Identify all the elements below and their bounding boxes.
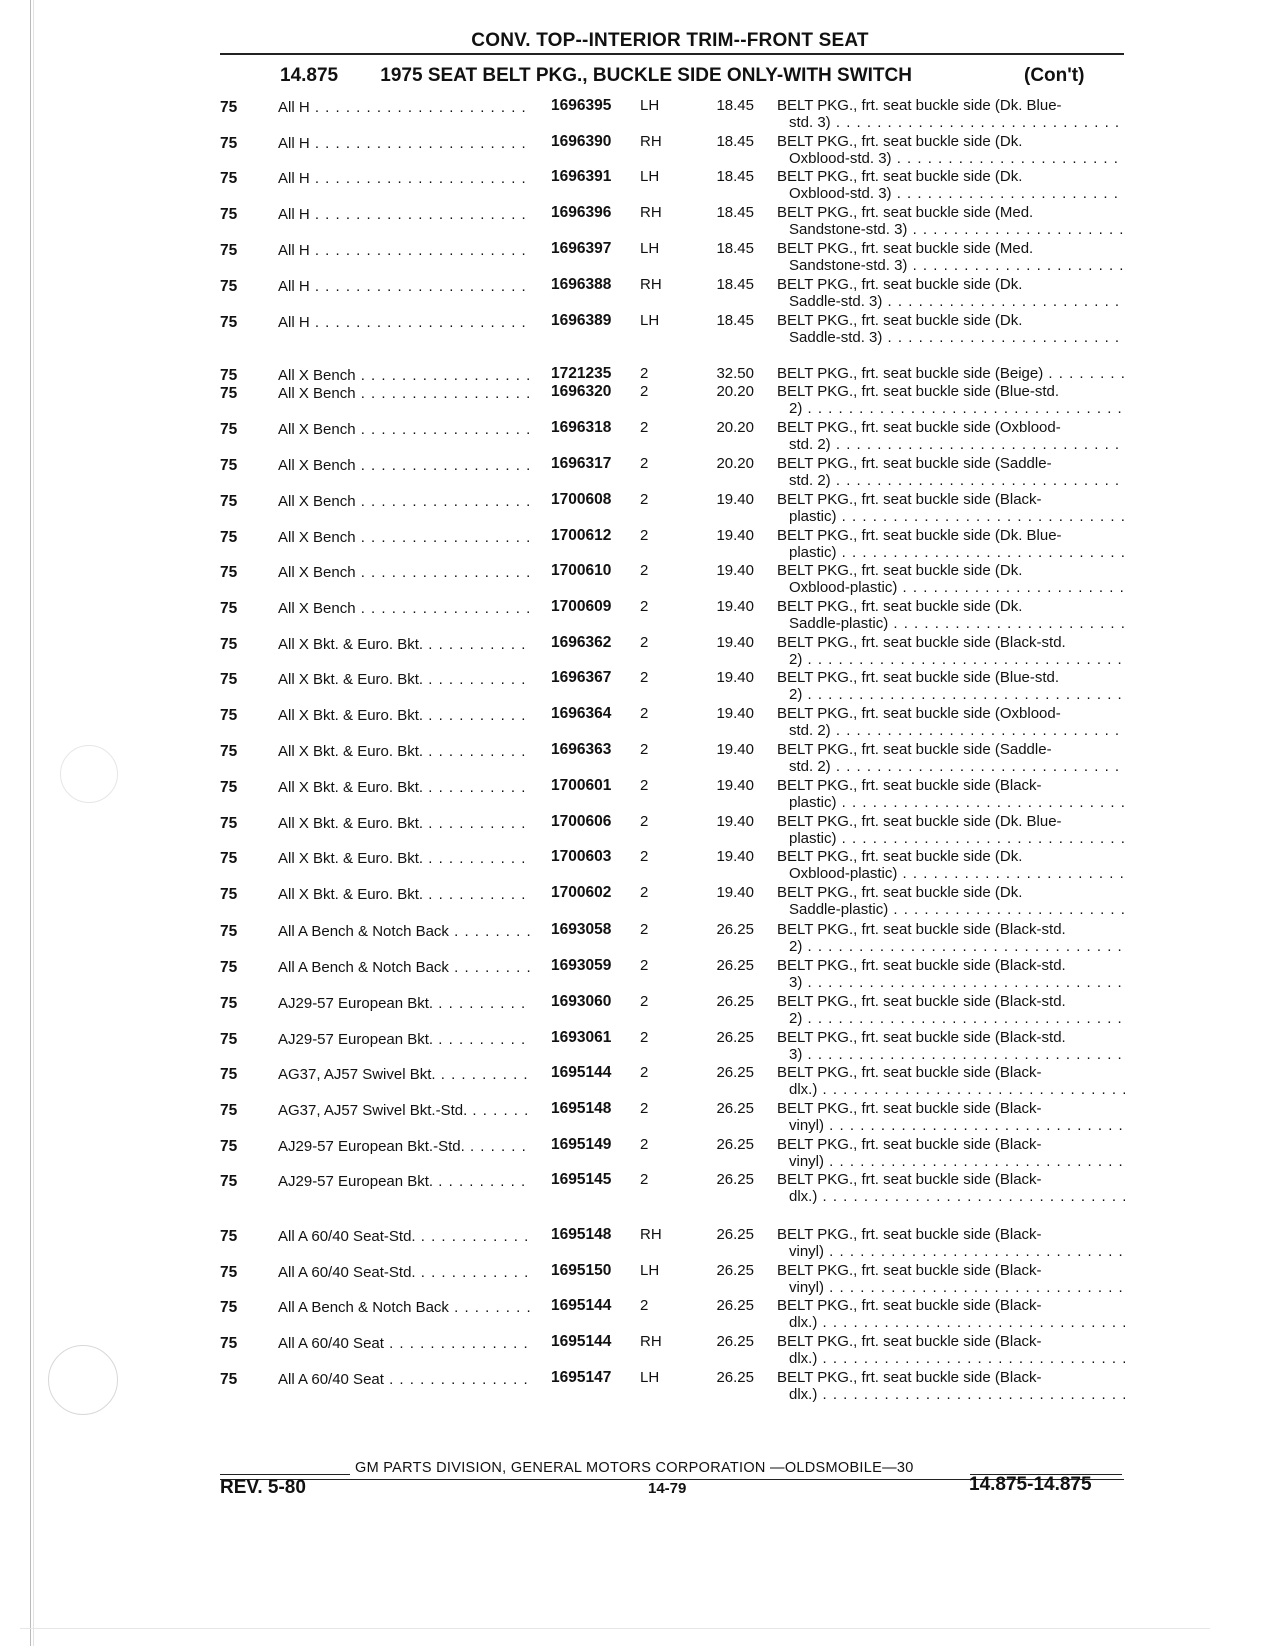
- model-year: 75: [220, 529, 238, 546]
- model-year: 75: [220, 1299, 238, 1316]
- description-line: BELT PKG., frt. seat buckle side (Black-: [777, 1297, 1042, 1314]
- model-year: 75: [220, 385, 238, 402]
- description-line: BELT PKG., frt. seat buckle side (Dk. Blue-: [777, 813, 1062, 830]
- description-continuation: 2) . . .: [777, 400, 1125, 417]
- quantity: RH: [640, 204, 662, 221]
- part-description: [777, 884, 1125, 918]
- description-line: BELT PKG., frt. seat buckle side (Black-: [777, 1333, 1042, 1350]
- description-continuation: 3) . . .: [777, 974, 1125, 991]
- model-year: 75: [220, 457, 238, 474]
- description-line: BELT PKG., frt. seat buckle side (Blue-std.: [777, 669, 1060, 686]
- quantity: RH: [640, 276, 662, 293]
- model-year: 75: [220, 314, 238, 331]
- part-number: 1693060: [551, 993, 612, 1010]
- quantity: 2: [640, 383, 649, 400]
- description-continuation: Oxblood-plastic) . . .: [777, 579, 1125, 596]
- quantity: 2: [640, 419, 649, 436]
- part-number: 1696320: [551, 383, 612, 400]
- model-application: All X Bkt. & Euro. Bkt. . . .: [278, 886, 532, 903]
- part-description: [777, 1064, 1125, 1098]
- price: 32.50: [716, 365, 754, 382]
- model-application: All X Bkt. & Euro. Bkt. . . .: [278, 707, 532, 724]
- part-description: [777, 777, 1125, 811]
- part-number: 1695149: [551, 1136, 612, 1153]
- model-year: 75: [220, 779, 238, 796]
- price: 19.40: [716, 848, 754, 865]
- description-continuation: std. 3) . . .: [777, 114, 1125, 131]
- model-application: All A Bench & Notch Back . . .: [278, 959, 532, 976]
- part-number: 1695144: [551, 1297, 612, 1314]
- part-description: [777, 1136, 1125, 1170]
- price: 19.40: [716, 813, 754, 830]
- model-application: All X Bench . . .: [278, 367, 532, 384]
- quantity: 2: [640, 1064, 649, 1081]
- model-year: 75: [220, 278, 238, 295]
- description-continuation: Oxblood-std. 3) . . .: [777, 185, 1125, 202]
- part-number: 1695148: [551, 1100, 612, 1117]
- model-year: 75: [220, 636, 238, 653]
- price: 18.45: [716, 168, 754, 185]
- description-line: BELT PKG., frt. seat buckle side (Med.: [777, 204, 1034, 221]
- quantity: LH: [640, 312, 660, 329]
- price: 19.40: [716, 705, 754, 722]
- model-year: 75: [220, 923, 238, 940]
- part-number: 1695144: [551, 1333, 612, 1350]
- model-year: 75: [220, 1066, 238, 1083]
- model-year: 75: [220, 1173, 238, 1190]
- description-continuation: Oxblood-std. 3) . . .: [777, 150, 1125, 167]
- price: 26.25: [716, 1333, 754, 1350]
- part-description: [777, 1029, 1125, 1063]
- model-application: All X Bkt. & Euro. Bkt. . . .: [278, 850, 532, 867]
- description-line: BELT PKG., frt. seat buckle side (Black-: [777, 1100, 1042, 1117]
- model-year: 75: [220, 1228, 238, 1245]
- price: 18.45: [716, 276, 754, 293]
- model-year: 75: [220, 743, 238, 760]
- quantity: RH: [640, 1226, 662, 1243]
- part-number: 1721235: [551, 365, 612, 382]
- model-year: 75: [220, 493, 238, 510]
- part-number: 1696362: [551, 634, 612, 651]
- model-application: All X Bench . . .: [278, 529, 532, 546]
- price: 26.25: [716, 921, 754, 938]
- price: 26.25: [716, 1369, 754, 1386]
- model-application: All H . . .: [278, 278, 532, 295]
- quantity: 2: [640, 1136, 649, 1153]
- description-continuation: 2) . . .: [777, 1010, 1125, 1027]
- part-number: 1695150: [551, 1262, 612, 1279]
- part-number: 1696317: [551, 455, 612, 472]
- quantity: LH: [640, 1369, 660, 1386]
- quantity: 2: [640, 1297, 649, 1314]
- part-number: 1693061: [551, 1029, 612, 1046]
- part-number: 1693058: [551, 921, 612, 938]
- description-continuation: std. 2) . . .: [777, 758, 1125, 775]
- model-application: All H . . .: [278, 314, 532, 331]
- quantity: 2: [640, 491, 649, 508]
- description-continuation: vinyl) . . .: [777, 1243, 1125, 1260]
- scan-bottom-edge: [20, 1628, 1210, 1629]
- part-description: [777, 240, 1125, 274]
- quantity: 2: [640, 921, 649, 938]
- part-number: 1696391: [551, 168, 612, 185]
- price: 26.25: [716, 1226, 754, 1243]
- part-description: [777, 168, 1125, 202]
- quantity: 2: [640, 1029, 649, 1046]
- quantity: 2: [640, 848, 649, 865]
- footer-publisher: GM PARTS DIVISION, GENERAL MOTORS CORPORATION —OLDSMOBILE—30: [355, 1460, 914, 1476]
- part-description: [777, 1333, 1125, 1367]
- description-continuation: dlx.) . . .: [777, 1386, 1125, 1403]
- price: 19.40: [716, 491, 754, 508]
- part-number: 1700603: [551, 848, 612, 865]
- description-line: BELT PKG., frt. seat buckle side (Med.: [777, 240, 1034, 257]
- description-line: BELT PKG., frt. seat buckle side (Black-: [777, 1064, 1042, 1081]
- model-application: All X Bkt. & Euro. Bkt. . . .: [278, 636, 532, 653]
- part-description: [777, 383, 1125, 417]
- description-continuation: Saddle-plastic) . . .: [777, 615, 1125, 632]
- description-continuation: Saddle-std. 3) . . .: [777, 293, 1125, 310]
- price: 18.45: [716, 97, 754, 114]
- description-continuation: vinyl) . . .: [777, 1117, 1125, 1134]
- part-description: [777, 419, 1125, 453]
- model-application: All H . . .: [278, 170, 532, 187]
- part-number: 1696388: [551, 276, 612, 293]
- price: 19.40: [716, 669, 754, 686]
- model-application: All A Bench & Notch Back . . .: [278, 1299, 532, 1316]
- description-continuation: plastic) . . .: [777, 508, 1125, 525]
- part-description: [777, 1297, 1125, 1331]
- description-line: BELT PKG., frt. seat buckle side (Oxblood-: [777, 705, 1061, 722]
- page-title: CONV. TOP--INTERIOR TRIM--FRONT SEAT: [471, 30, 869, 51]
- description-line: BELT PKG., frt. seat buckle side (Black-: [777, 491, 1042, 508]
- quantity: LH: [640, 97, 660, 114]
- part-description: [777, 527, 1125, 561]
- part-description: [777, 562, 1125, 596]
- quantity: 2: [640, 598, 649, 615]
- model-year: 75: [220, 850, 238, 867]
- description-continuation: Saddle-std. 3) . . .: [777, 329, 1125, 346]
- model-year: 75: [220, 421, 238, 438]
- part-number: 1695144: [551, 1064, 612, 1081]
- part-number: 1700601: [551, 777, 612, 794]
- quantity: 2: [640, 884, 649, 901]
- part-description: [777, 97, 1125, 131]
- description-line: BELT PKG., frt. seat buckle side (Black-: [777, 1226, 1042, 1243]
- model-application: All H . . .: [278, 242, 532, 259]
- price: 19.40: [716, 527, 754, 544]
- model-year: 75: [220, 886, 238, 903]
- price: 20.20: [716, 419, 754, 436]
- price: 18.45: [716, 133, 754, 150]
- footer-rule-left: [220, 1474, 350, 1475]
- model-application: All A 60/40 Seat-Std. . . .: [278, 1228, 532, 1245]
- section-range: 14.875-14.875: [969, 1474, 1092, 1495]
- part-description: [777, 634, 1125, 668]
- description-continuation: Oxblood-plastic) . . .: [777, 865, 1125, 882]
- price: 19.40: [716, 562, 754, 579]
- description-continuation: std. 2) . . .: [777, 472, 1125, 489]
- quantity: 2: [640, 455, 649, 472]
- model-year: 75: [220, 671, 238, 688]
- model-year: 75: [220, 135, 238, 152]
- quantity: LH: [640, 240, 660, 257]
- quantity: RH: [640, 133, 662, 150]
- price: 26.25: [716, 1029, 754, 1046]
- model-year: 75: [220, 206, 238, 223]
- price: 20.20: [716, 383, 754, 400]
- quantity: 2: [640, 634, 649, 651]
- revision-label: REV. 5-80: [220, 1477, 306, 1498]
- model-application: AJ29-57 European Bkt. . . .: [278, 1031, 532, 1048]
- model-application: All X Bench . . .: [278, 457, 532, 474]
- part-number: 1700609: [551, 598, 612, 615]
- description-line: BELT PKG., frt. seat buckle side (Black-std.: [777, 957, 1066, 974]
- quantity: 2: [640, 562, 649, 579]
- model-year: 75: [220, 367, 238, 384]
- quantity: 2: [640, 993, 649, 1010]
- model-application: AG37, AJ57 Swivel Bkt.-Std. . . .: [278, 1102, 532, 1119]
- model-application: All X Bench . . .: [278, 564, 532, 581]
- price: 19.40: [716, 884, 754, 901]
- model-application: All A Bench & Notch Back . . .: [278, 923, 532, 940]
- part-number: 1696397: [551, 240, 612, 257]
- quantity: 2: [640, 365, 649, 382]
- section-number: 14.875: [280, 65, 339, 86]
- price: 26.25: [716, 1262, 754, 1279]
- model-year: 75: [220, 707, 238, 724]
- model-application: AJ29-57 European Bkt. . . .: [278, 995, 532, 1012]
- model-application: All X Bench . . .: [278, 421, 532, 438]
- part-number: 1696395: [551, 97, 612, 114]
- description-continuation: Saddle-plastic) . . .: [777, 901, 1125, 918]
- quantity: 2: [640, 777, 649, 794]
- description-line: BELT PKG., frt. seat buckle side (Dk.: [777, 598, 1023, 615]
- description-continuation: 2) . . .: [777, 938, 1125, 955]
- description-continuation: std. 2) . . .: [777, 722, 1125, 739]
- price: 26.25: [716, 1100, 754, 1117]
- part-description: [777, 276, 1125, 310]
- price: 26.25: [716, 1171, 754, 1188]
- model-application: AG37, AJ57 Swivel Bkt. . . .: [278, 1066, 532, 1083]
- description-line: BELT PKG., frt. seat buckle side (Beige) . . .: [777, 365, 1125, 382]
- part-description: [777, 1226, 1125, 1260]
- part-description: [777, 1100, 1125, 1134]
- quantity: LH: [640, 1262, 660, 1279]
- part-description: [777, 993, 1125, 1027]
- part-description: [777, 598, 1125, 632]
- model-application: All X Bkt. & Euro. Bkt. . . .: [278, 815, 532, 832]
- part-number: 1693059: [551, 957, 612, 974]
- model-year: 75: [220, 1102, 238, 1119]
- model-year: 75: [220, 170, 238, 187]
- part-description: [777, 705, 1125, 739]
- part-number: 1700610: [551, 562, 612, 579]
- description-continuation: std. 2) . . .: [777, 436, 1125, 453]
- model-application: All X Bench . . .: [278, 600, 532, 617]
- description-line: BELT PKG., frt. seat buckle side (Black-std.: [777, 634, 1066, 651]
- description-line: BELT PKG., frt. seat buckle side (Oxblood-: [777, 419, 1061, 436]
- price: 26.25: [716, 1136, 754, 1153]
- quantity: LH: [640, 168, 660, 185]
- description-line: BELT PKG., frt. seat buckle side (Dk.: [777, 312, 1023, 329]
- description-continuation: plastic) . . .: [777, 544, 1125, 561]
- model-application: All X Bench . . .: [278, 385, 532, 402]
- model-year: 75: [220, 1138, 238, 1155]
- description-continuation: dlx.) . . .: [777, 1350, 1125, 1367]
- model-application: AJ29-57 European Bkt.-Std. . . .: [278, 1138, 532, 1155]
- model-application: AJ29-57 European Bkt. . . .: [278, 1173, 532, 1190]
- price: 18.45: [716, 312, 754, 329]
- quantity: 2: [640, 705, 649, 722]
- part-description: [777, 1262, 1125, 1296]
- model-application: All A 60/40 Seat . . .: [278, 1371, 532, 1388]
- quantity: 2: [640, 1171, 649, 1188]
- description-continuation: Sandstone-std. 3) . . .: [777, 221, 1125, 238]
- part-number: 1700608: [551, 491, 612, 508]
- description-line: BELT PKG., frt. seat buckle side (Dk.: [777, 133, 1023, 150]
- price: 20.20: [716, 455, 754, 472]
- model-year: 75: [220, 600, 238, 617]
- price: 26.25: [716, 993, 754, 1010]
- model-application: All H . . .: [278, 135, 532, 152]
- description-line: BELT PKG., frt. seat buckle side (Dk.: [777, 562, 1023, 579]
- part-description: [777, 669, 1125, 703]
- description-line: BELT PKG., frt. seat buckle side (Saddle-: [777, 741, 1052, 758]
- part-description: [777, 957, 1125, 991]
- quantity: RH: [640, 1333, 662, 1350]
- quantity: 2: [640, 741, 649, 758]
- part-description: [777, 1369, 1125, 1403]
- model-application: All X Bkt. & Euro. Bkt. . . .: [278, 671, 532, 688]
- description-line: BELT PKG., frt. seat buckle side (Black-std.: [777, 1029, 1066, 1046]
- price: 19.40: [716, 741, 754, 758]
- part-number: 1695147: [551, 1369, 612, 1386]
- description-line: BELT PKG., frt. seat buckle side (Black-std.: [777, 921, 1066, 938]
- model-year: 75: [220, 564, 238, 581]
- description-continuation: 3) . . .: [777, 1046, 1125, 1063]
- part-number: 1700606: [551, 813, 612, 830]
- part-number: 1700612: [551, 527, 612, 544]
- model-year: 75: [220, 1371, 238, 1388]
- part-description: [777, 455, 1125, 489]
- description-line: BELT PKG., frt. seat buckle side (Dk.: [777, 848, 1023, 865]
- price: 26.25: [716, 1297, 754, 1314]
- description-line: BELT PKG., frt. seat buckle side (Dk.: [777, 276, 1023, 293]
- part-description: [777, 1171, 1125, 1205]
- price: 19.40: [716, 777, 754, 794]
- model-year: 75: [220, 1264, 238, 1281]
- part-description: [777, 365, 1125, 382]
- description-continuation: dlx.) . . .: [777, 1314, 1125, 1331]
- part-description: [777, 491, 1125, 525]
- description-continuation: dlx.) . . .: [777, 1081, 1125, 1098]
- model-application: All A 60/40 Seat-Std. . . .: [278, 1264, 532, 1281]
- description-line: BELT PKG., frt. seat buckle side (Black-std.: [777, 993, 1066, 1010]
- description-continuation: vinyl) . . .: [777, 1279, 1125, 1296]
- quantity: 2: [640, 813, 649, 830]
- description-continuation: 2) . . .: [777, 686, 1125, 703]
- part-number: 1696396: [551, 204, 612, 221]
- part-description: [777, 813, 1125, 847]
- part-description: [777, 921, 1125, 955]
- price: 26.25: [716, 1064, 754, 1081]
- description-line: BELT PKG., frt. seat buckle side (Black-: [777, 777, 1042, 794]
- model-year: 75: [220, 815, 238, 832]
- section-title: 1975 SEAT BELT PKG., BUCKLE SIDE ONLY-WITH SWITCH: [380, 65, 912, 86]
- part-number: 1696318: [551, 419, 612, 436]
- price: 26.25: [716, 957, 754, 974]
- price: 19.40: [716, 598, 754, 615]
- description-continuation: Sandstone-std. 3) . . .: [777, 257, 1125, 274]
- description-line: BELT PKG., frt. seat buckle side (Dk.: [777, 168, 1023, 185]
- page-number: 14-79: [648, 1480, 687, 1497]
- description-line: BELT PKG., frt. seat buckle side (Black-: [777, 1369, 1042, 1386]
- model-year: 75: [220, 1335, 238, 1352]
- quantity: 2: [640, 957, 649, 974]
- model-application: All X Bkt. & Euro. Bkt. . . .: [278, 779, 532, 796]
- part-description: [777, 133, 1125, 167]
- model-year: 75: [220, 959, 238, 976]
- model-application: All H . . .: [278, 99, 532, 116]
- description-line: BELT PKG., frt. seat buckle side (Dk. Blue-: [777, 527, 1062, 544]
- description-line: BELT PKG., frt. seat buckle side (Black-: [777, 1262, 1042, 1279]
- model-application: All A 60/40 Seat . . .: [278, 1335, 532, 1352]
- part-description: [777, 848, 1125, 882]
- description-continuation: vinyl) . . .: [777, 1153, 1125, 1170]
- quantity: 2: [640, 1100, 649, 1117]
- description-line: BELT PKG., frt. seat buckle side (Black-: [777, 1171, 1042, 1188]
- model-year: 75: [220, 995, 238, 1012]
- part-number: 1696390: [551, 133, 612, 150]
- description-line: BELT PKG., frt. seat buckle side (Dk.: [777, 884, 1023, 901]
- part-number: 1696363: [551, 741, 612, 758]
- model-year: 75: [220, 1031, 238, 1048]
- part-number: 1695148: [551, 1226, 612, 1243]
- part-description: [777, 204, 1125, 238]
- model-application: All H . . .: [278, 206, 532, 223]
- description-continuation: plastic) . . .: [777, 830, 1125, 847]
- part-number: 1696389: [551, 312, 612, 329]
- continued-label: (Con't): [1024, 65, 1085, 86]
- description-line: BELT PKG., frt. seat buckle side (Saddle-: [777, 455, 1052, 472]
- description-continuation: plastic) . . .: [777, 794, 1125, 811]
- model-year: 75: [220, 242, 238, 259]
- part-number: 1695145: [551, 1171, 612, 1188]
- model-application: All X Bench . . .: [278, 493, 532, 510]
- price: 18.45: [716, 204, 754, 221]
- part-description: [777, 741, 1125, 775]
- description-line: BELT PKG., frt. seat buckle side (Black-: [777, 1136, 1042, 1153]
- description-line: BELT PKG., frt. seat buckle side (Blue-std.: [777, 383, 1060, 400]
- part-number: 1700602: [551, 884, 612, 901]
- description-line: BELT PKG., frt. seat buckle side (Dk. Blue-: [777, 97, 1062, 114]
- quantity: 2: [640, 669, 649, 686]
- quantity: 2: [640, 527, 649, 544]
- part-number: 1696364: [551, 705, 612, 722]
- model-year: 75: [220, 99, 238, 116]
- description-continuation: dlx.) . . .: [777, 1188, 1125, 1205]
- price: 19.40: [716, 634, 754, 651]
- part-number: 1696367: [551, 669, 612, 686]
- price: 18.45: [716, 240, 754, 257]
- description-continuation: 2) . . .: [777, 651, 1125, 668]
- model-application: All X Bkt. & Euro. Bkt. . . .: [278, 743, 532, 760]
- part-description: [777, 312, 1125, 346]
